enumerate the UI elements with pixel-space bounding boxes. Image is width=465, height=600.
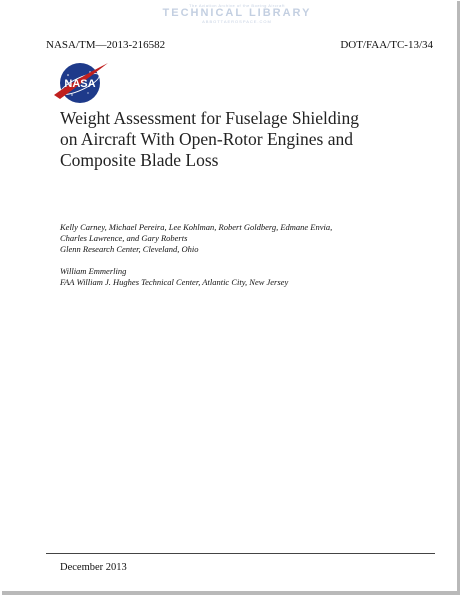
- publication-date: December 2013: [60, 562, 127, 573]
- document-title: [60, 108, 420, 171]
- title-line-2: on Aircraft With Open-Rotor Engines and: [60, 129, 354, 149]
- watermark-sub-text: ABBOTTAEROSPACE.COM: [202, 19, 272, 24]
- title-line-3: Composite Blade Loss: [60, 150, 219, 170]
- title-line-1: Weight Assessment for Fuselage Shielding: [60, 108, 359, 128]
- nasa-logo-icon: [50, 59, 112, 105]
- author-emmerling: William Emmerling: [60, 266, 127, 276]
- watermark-main-text: TECHNICAL LIBRARY: [162, 7, 312, 19]
- nasa-logo-text: NASA: [64, 78, 96, 90]
- affiliation-faa: FAA William J. Hughes Technical Center, Atlantic City, New Jersey: [60, 277, 289, 287]
- report-number-faa: DOT/FAA/TC-13/34: [340, 39, 433, 51]
- authors-glenn: [60, 222, 440, 255]
- watermark: [152, 3, 322, 25]
- watermark-top-text: The Aviation Archive of the Boeing Aircraft: [189, 3, 285, 8]
- authors-faa: [60, 266, 440, 288]
- document-page: [2, 1, 460, 595]
- authors-line-1: Kelly Carney, Michael Pereira, Lee Kohlman, Robert Goldberg, Edmane Envia,: [60, 222, 333, 232]
- footer-divider: [46, 553, 435, 554]
- affiliation-glenn: Glenn Research Center, Cleveland, Ohio: [60, 244, 199, 254]
- authors-line-2: Charles Lawrence, and Gary Roberts: [60, 233, 188, 243]
- report-number-nasa: NASA/TM—2013-216582: [46, 39, 166, 51]
